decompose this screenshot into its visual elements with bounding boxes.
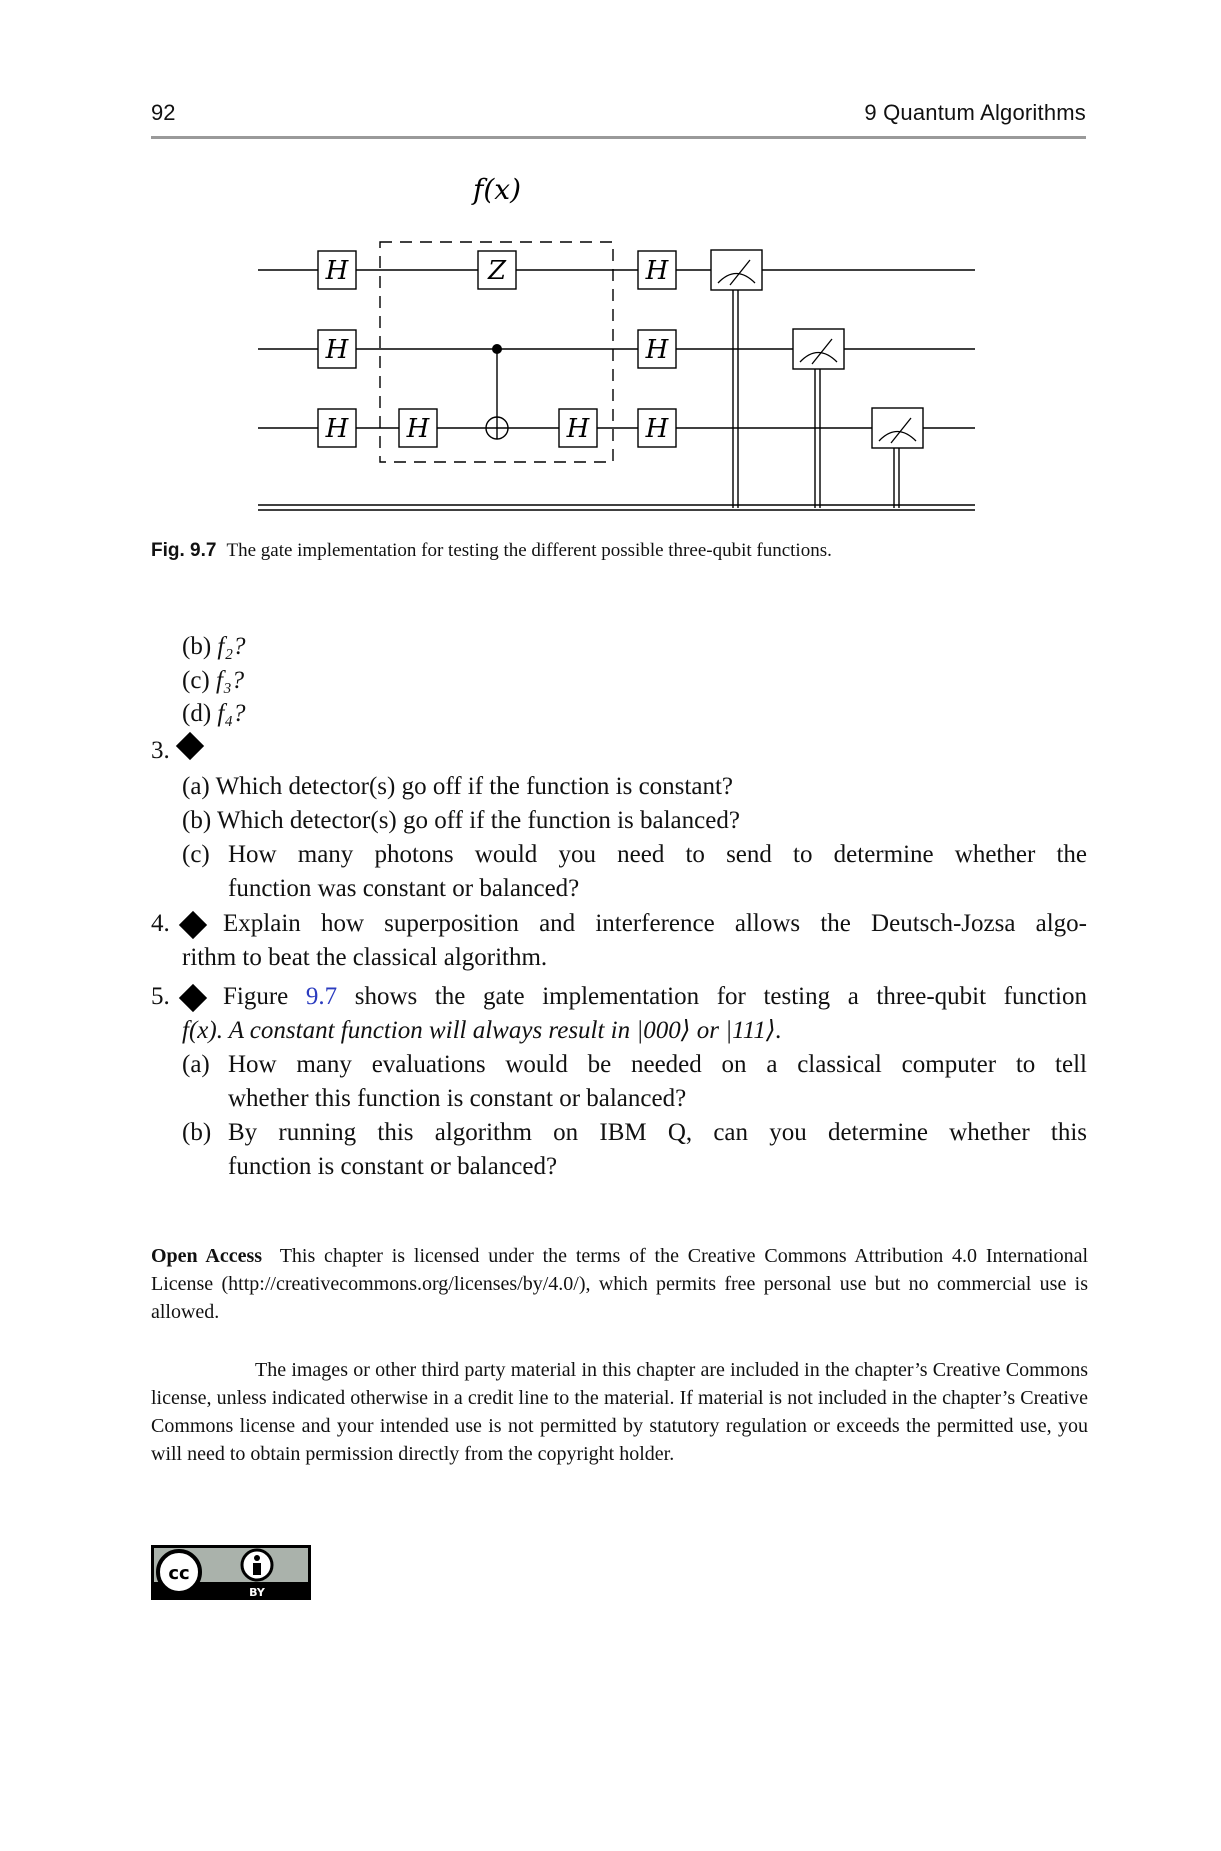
- question-3: 3.: [151, 734, 208, 768]
- svg-text:H: H: [645, 256, 669, 286]
- figure-label: Fig. 9.7: [151, 540, 217, 561]
- measurement-meter-3: [872, 408, 923, 448]
- svg-text:H: H: [645, 335, 669, 365]
- circuit-diagram: [0, 0, 1221, 530]
- open-access-text: This chapter is licensed under the terms of the Creative Commons Attribution 4.0 International License (http://creativecommons.org/licenses/by/4.0/), which permits free personal use but no commercial use is allowed.: [151, 1245, 1089, 1323]
- svg-text:H: H: [325, 256, 349, 286]
- figure-reference-link[interactable]: 9.7: [305, 983, 338, 1010]
- svg-text:H: H: [566, 414, 590, 444]
- caption-text: The gate implementation for testing the different possible three-qubit functions.: [226, 540, 832, 561]
- open-access-label: Open Access: [151, 1245, 263, 1267]
- svg-text:cc: cc: [168, 1563, 190, 1584]
- cnot-control-dot: [492, 344, 502, 354]
- question-3a: (a) Which detector(s) go off if the function is constant?: [182, 773, 733, 800]
- question-5: 5. Figure 9.7 shows the gate implementation for testing a three-qubit function f(x). A constant function will always result in |000⟩ or |111⟩.: [151, 983, 1087, 1044]
- svg-text:H: H: [645, 414, 669, 444]
- cc-badge-label: BY: [249, 1586, 265, 1599]
- question-2d: (d) f₄?: [182, 700, 246, 727]
- question-5b: (b) By running this algorithm on IBM Q, can you determine whether this function is constant or balanced?: [182, 1119, 1087, 1180]
- difficulty-diamond-icon: [179, 984, 207, 1012]
- question-3c: (c) How many photons would you need to send to determine whether the function was constant or balanced?: [182, 841, 1087, 902]
- measurement-meter-2: [793, 329, 844, 369]
- question-3b: (b) Which detector(s) go off if the function is balanced?: [182, 807, 740, 834]
- cc-by-icon: [151, 1545, 311, 1600]
- svg-text:H: H: [325, 414, 349, 444]
- question-2c: (c) f₃?: [182, 667, 245, 694]
- page-number: 92: [151, 100, 176, 125]
- svg-text:H: H: [406, 414, 430, 444]
- question-5a: (a) How many evaluations would be needed on a classical computer to tell whether this function is constant or balanced?: [182, 1051, 1087, 1112]
- question-2b: (b) f₂?: [182, 633, 246, 660]
- chapter-title: 9 Quantum Algorithms: [864, 100, 1086, 125]
- svg-text:H: H: [325, 335, 349, 365]
- difficulty-diamond-icon: [179, 911, 207, 939]
- open-access-notice: [151, 1242, 1088, 1326]
- function-label: f(x): [472, 173, 522, 206]
- svg-text:Z: Z: [487, 256, 507, 286]
- difficulty-diamond-icon: [176, 732, 204, 760]
- figure-caption: [151, 540, 832, 562]
- measurement-meter-1: [711, 250, 762, 290]
- question-4: 4. Explain how superposition and interference allows the Deutsch-Jozsa algo- rithm to beat the classical algorithm.: [151, 910, 1087, 971]
- third-party-notice: The images or other third party material in this chapter are included in the chapter’s Creative Commons license, unless indicated otherwise in a credit line to the material. If material is not included in the chapter’s Creative Commons license and your intended use is not permitted by statutory regulation or exceeds the permitted use, you will need to obtain permission directly from the copyright holder.: [151, 1359, 1088, 1465]
